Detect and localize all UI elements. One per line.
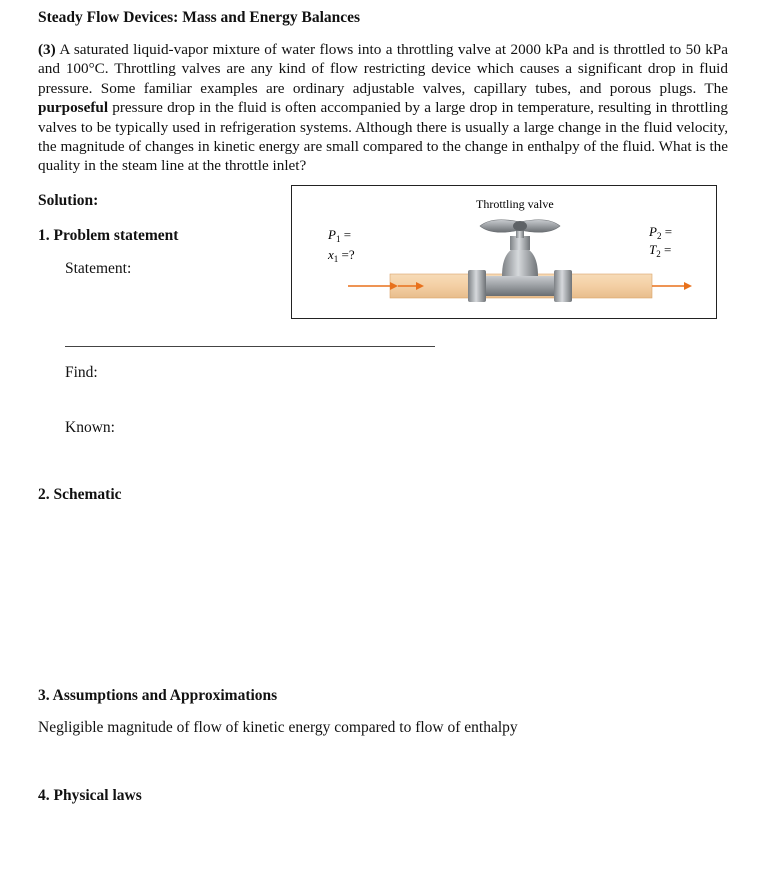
- right-coupling: [554, 270, 572, 302]
- divider-line: [65, 346, 435, 347]
- problem-text-part-2: pressure drop in the fluid is often accompanied by a large drop in temperature, resulting in throttling valves to be typically used in refrigeration systems. Although there is usually a large change in the fluid velocity, the magnitude of changes in kinetic energy are small compared to the change in enthalpy of the fluid. What is the quality in the steam line at the throttle inlet?: [38, 99, 728, 175]
- assumptions-text: Negligible magnitude of flow of kinetic energy compared to flow of enthalpy: [38, 719, 518, 736]
- page-title: Steady Flow Devices: Mass and Energy Balances: [38, 9, 361, 26]
- statement-label: Statement:: [65, 260, 132, 277]
- outlet-arrow-icon: [684, 282, 692, 290]
- p1-label: $P_1$ =: [328, 227, 352, 244]
- figure-caption: Throttling valve: [476, 197, 554, 211]
- section-schematic: 2. Schematic: [38, 486, 122, 503]
- find-label: Find:: [65, 364, 98, 381]
- problem-text-part-1: A saturated liquid-vapor mixture of water flows into a throttling valve at 2000 kPa and is throttled to 50 kPa and 100°C. Throttling valves are any kind of flow restricting device which causes a significant drop in fluid pressure. Some familiar examples are ordinary adjustable valves, capillary tubes, and porous plugs. The: [38, 41, 728, 97]
- x1-label: $x_1$ =?: [328, 247, 355, 264]
- p2-label: $P_2$ =: [649, 224, 673, 241]
- left-coupling: [468, 270, 486, 302]
- section-problem-statement: 1. Problem statement: [38, 227, 179, 244]
- known-label: Known:: [65, 419, 115, 436]
- t2-label: $T_2$ =: [649, 242, 672, 259]
- throttling-valve-figure: [291, 185, 717, 319]
- section-physical-laws: 4. Physical laws: [38, 787, 142, 804]
- valve-body: [486, 276, 554, 296]
- solution-heading: Solution:: [38, 192, 99, 209]
- problem-emphasis: purposeful: [38, 99, 109, 117]
- problem-paragraph: [38, 40, 728, 176]
- problem-number: (3): [38, 41, 56, 58]
- section-assumptions: 3. Assumptions and Approximations: [38, 687, 278, 704]
- throttling-valve-diagram: [292, 186, 716, 318]
